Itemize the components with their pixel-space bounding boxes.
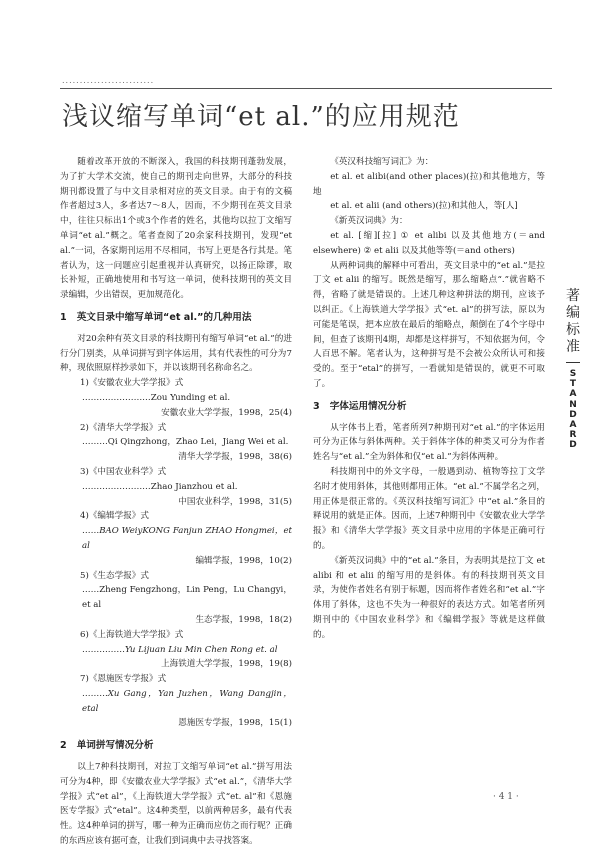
section-3-paragraph-3: 《新英汉词典》中的“et al.”条目，为表明其是拉丁文 et alibi 和 et alii 的缩写用的是斜体。有的科技期刊英文目录，为使作者姓名有别于标题，因而将作者姓名和“et al.”字体用了斜体，这也不失为一种很好的表达方式。如笔者所列期刊中的《中国农业科学》和《编辑学报》等就是这样做的。: [313, 555, 545, 640]
ref-author: ……BAO WeiyKONG Fanjun ZHAO Hongmei，et al: [82, 526, 292, 551]
sidebar-letter: R: [569, 430, 577, 441]
running-head: ..........................: [62, 76, 155, 85]
intro-paragraph: 随着改革开放的不断深入，我国的科技期刊蓬勃发展，为了扩大学术交流，使自己的期刊走向世界，大部分的科技期刊都设置了与中文目录相对应的英文目录。由于有的文稿作者超过3人，多者达7～8人，因而，不少期刊在英文目录中，往往只标出1个或3个作者的姓名，其他均以拉丁文缩写单词“et al.”概之。笔者查阅了20余家科技期刊，发现“et al.”一词，各家期刊运用不尽相同，书写上更是各行其是。笔者认为，这一问题应引起重视并认真研究，以扬正除谬，取长补短，正确地使用和书写这一单词，使科技期刊的英文目录编辑，少出错误，更加规范化。: [60, 157, 292, 301]
sidebar-letter: A: [569, 420, 577, 431]
sidebar-char: 编: [566, 305, 580, 321]
section-1-heading: [60, 311, 292, 326]
sidebar-letter: S: [569, 369, 577, 379]
ref-item: [60, 421, 292, 465]
section-number: 1: [60, 311, 67, 323]
ref-item: [60, 628, 292, 672]
ref-author: ……Zheng Fengzhong，Lin Peng，Lu Changyi，et al: [82, 585, 292, 611]
ref-source: 生态学报，1998，18(2): [195, 614, 292, 625]
ref-source: 上海铁道大学学报，1998，19(8): [161, 659, 292, 670]
section-2-paragraph-2: 《英汉科技缩写词汇》为：: [330, 157, 434, 167]
section-number: 3: [313, 400, 320, 412]
header-rule: [60, 88, 552, 89]
sidebar-char: 著: [566, 288, 580, 304]
sidebar-char: 标: [566, 322, 580, 338]
ref-item: [60, 465, 292, 509]
section-title: 单词拼写情况分析: [76, 740, 154, 752]
ref-author: ……………………Zou Yunding et al.: [82, 392, 231, 403]
ref-author: ………Qi Qingzhong，Zhao Lei，Jiang Wei et al.: [82, 437, 289, 448]
sidebar-letter: T: [569, 379, 577, 390]
ref-title: 1)《安徽农业大学学报》式: [80, 378, 184, 389]
sidebar-letter: D: [569, 409, 577, 420]
sidebar-letter: N: [569, 399, 577, 410]
section-2-paragraph-6: et al. [缩][拉] ① et alibi 以及其他地方(＝and elsewhere) ② et alii 以及其他等等(＝and others): [313, 230, 545, 256]
sidebar-letter: A: [569, 389, 577, 400]
section-2-heading: [60, 739, 292, 754]
ref-item: [60, 376, 292, 420]
section-2-paragraph-3: et al. et alibi(and other places)(拉)和其他地方，等地: [313, 171, 545, 197]
sidebar-char: 准: [566, 339, 580, 355]
article-title: 浅议缩写单词“et al.”的应用规范: [62, 102, 460, 132]
section-3-heading: [313, 400, 545, 415]
left-column: [60, 155, 292, 849]
sidebar-divider: [566, 362, 580, 363]
ref-title: 2)《清华大学学报》式: [80, 422, 167, 433]
ref-source: 恩施医专学报，1998，15(1): [178, 718, 292, 729]
right-column: [313, 155, 545, 643]
ref-source: 编辑学报，1998，10(2): [195, 555, 292, 566]
section-title: 英文目录中缩写单词“et al.”的几种用法: [76, 311, 252, 323]
section-1-body: 对20余种有英文目录的科技期刊有缩写单词“et al.”的进行分门别类，从单词拼写到字体运用，其有代表性的可分为7种，现依照原样抄录如下，并以该期刊名称命名之。: [60, 333, 292, 374]
section-2-paragraph-5: 《新英汉词典》为：: [330, 216, 408, 227]
ref-item: [60, 672, 292, 731]
section-2-paragraph-1: 以上7种科技期刊，对拉丁文缩写单词“et al.”拼写用法可分为4种，即《安徽农业大学学报》式“et al.”，《清华大学学报》式“et al”，《上海铁道大学学报》式“et. al”和《恩施医专学报》式“etal”。这4种类型，以前两种居多，最有代表性。这4种单词的拼写，哪一种为正确而应仿之而行呢？正确的东西应该有据可查，让我们到词典中去寻找答案。: [60, 762, 292, 847]
ref-title: 4)《编辑学报》式: [80, 511, 149, 522]
ref-title: 5)《生态学报》式: [80, 570, 149, 581]
ref-item: [60, 509, 292, 568]
ref-title: 3)《中国农业科学》式: [80, 466, 167, 477]
ref-author: ……………Yu Lijuan Liu Min Chen Rong et. al: [82, 644, 278, 655]
ref-title: 6)《上海铁道大学学报》式: [80, 629, 184, 640]
column-sidebar-label: [566, 288, 582, 451]
ref-source: 安徽农业大学学报，1998，25(4): [161, 407, 292, 418]
page-number: · 4 1 ·: [493, 792, 519, 802]
section-2-paragraph-7: 从两种词典的解释中可看出，英文目录中的“et al.”是拉丁文 et alii 的缩写。既然是缩写，那么缩略点“.”就省略不得，省略了就是错误的。上述几种这种拼法的期刊，应该予以纠正。《上海铁道大学学报》式“et. al”的拼写法，原以为可能是笔误，把本应放在最后的缩略点，颠倒在了4个字母中间，但查了该期刊4期，却都是这样拼写，不知依据为何，令人百思不解。笔者认为，这种拼写是不会被公众所认可和接受的。至于“etal”的拼写，一看就知是错误的，就更不可取了。: [313, 260, 545, 389]
sidebar-letter: D: [569, 440, 577, 451]
ref-source: 中国农业科学，1998，31(5): [178, 496, 292, 507]
ref-author: ……………………Zhao Jianzhou et al.: [82, 481, 238, 492]
ref-item: [60, 569, 292, 628]
section-3-paragraph-2: 科技期刊中的外文字母，一般遇到动、植物等拉丁文学名时才使用斜体，其他则都用正体。“et al.”不属学名之列，用正体是很正常的。《英汉科技缩写词汇》中“et al.”条目的释说用的就是正体。因而，上述7种期刊中《安徽农业大学学报》和《清华大学学报》英文目录中应用的字体是正确可行的。: [313, 466, 545, 551]
section-title: 字体运用情况分析: [329, 400, 407, 412]
section-3-paragraph-1: 从字体书上看，笔者所列7种期刊对“et al.”的字体运用可分为正体与斜体两种。关于斜体字体的种类又可分为作者姓名与“et al.”全为斜体和仅“et al.”为斜体两种。: [313, 422, 545, 463]
ref-title: 7)《恩施医专学报》式: [80, 674, 167, 685]
section-2-paragraph-4: et al. et alii (and others)(拉)和其他人，等[人]: [330, 201, 518, 212]
ref-source: 清华大学学报，1998，38(6): [178, 452, 292, 463]
section-number: 2: [60, 740, 67, 752]
ref-author: ………Xu Gang，Yan Juzhen，Wang Dangjin，etal: [82, 688, 292, 714]
